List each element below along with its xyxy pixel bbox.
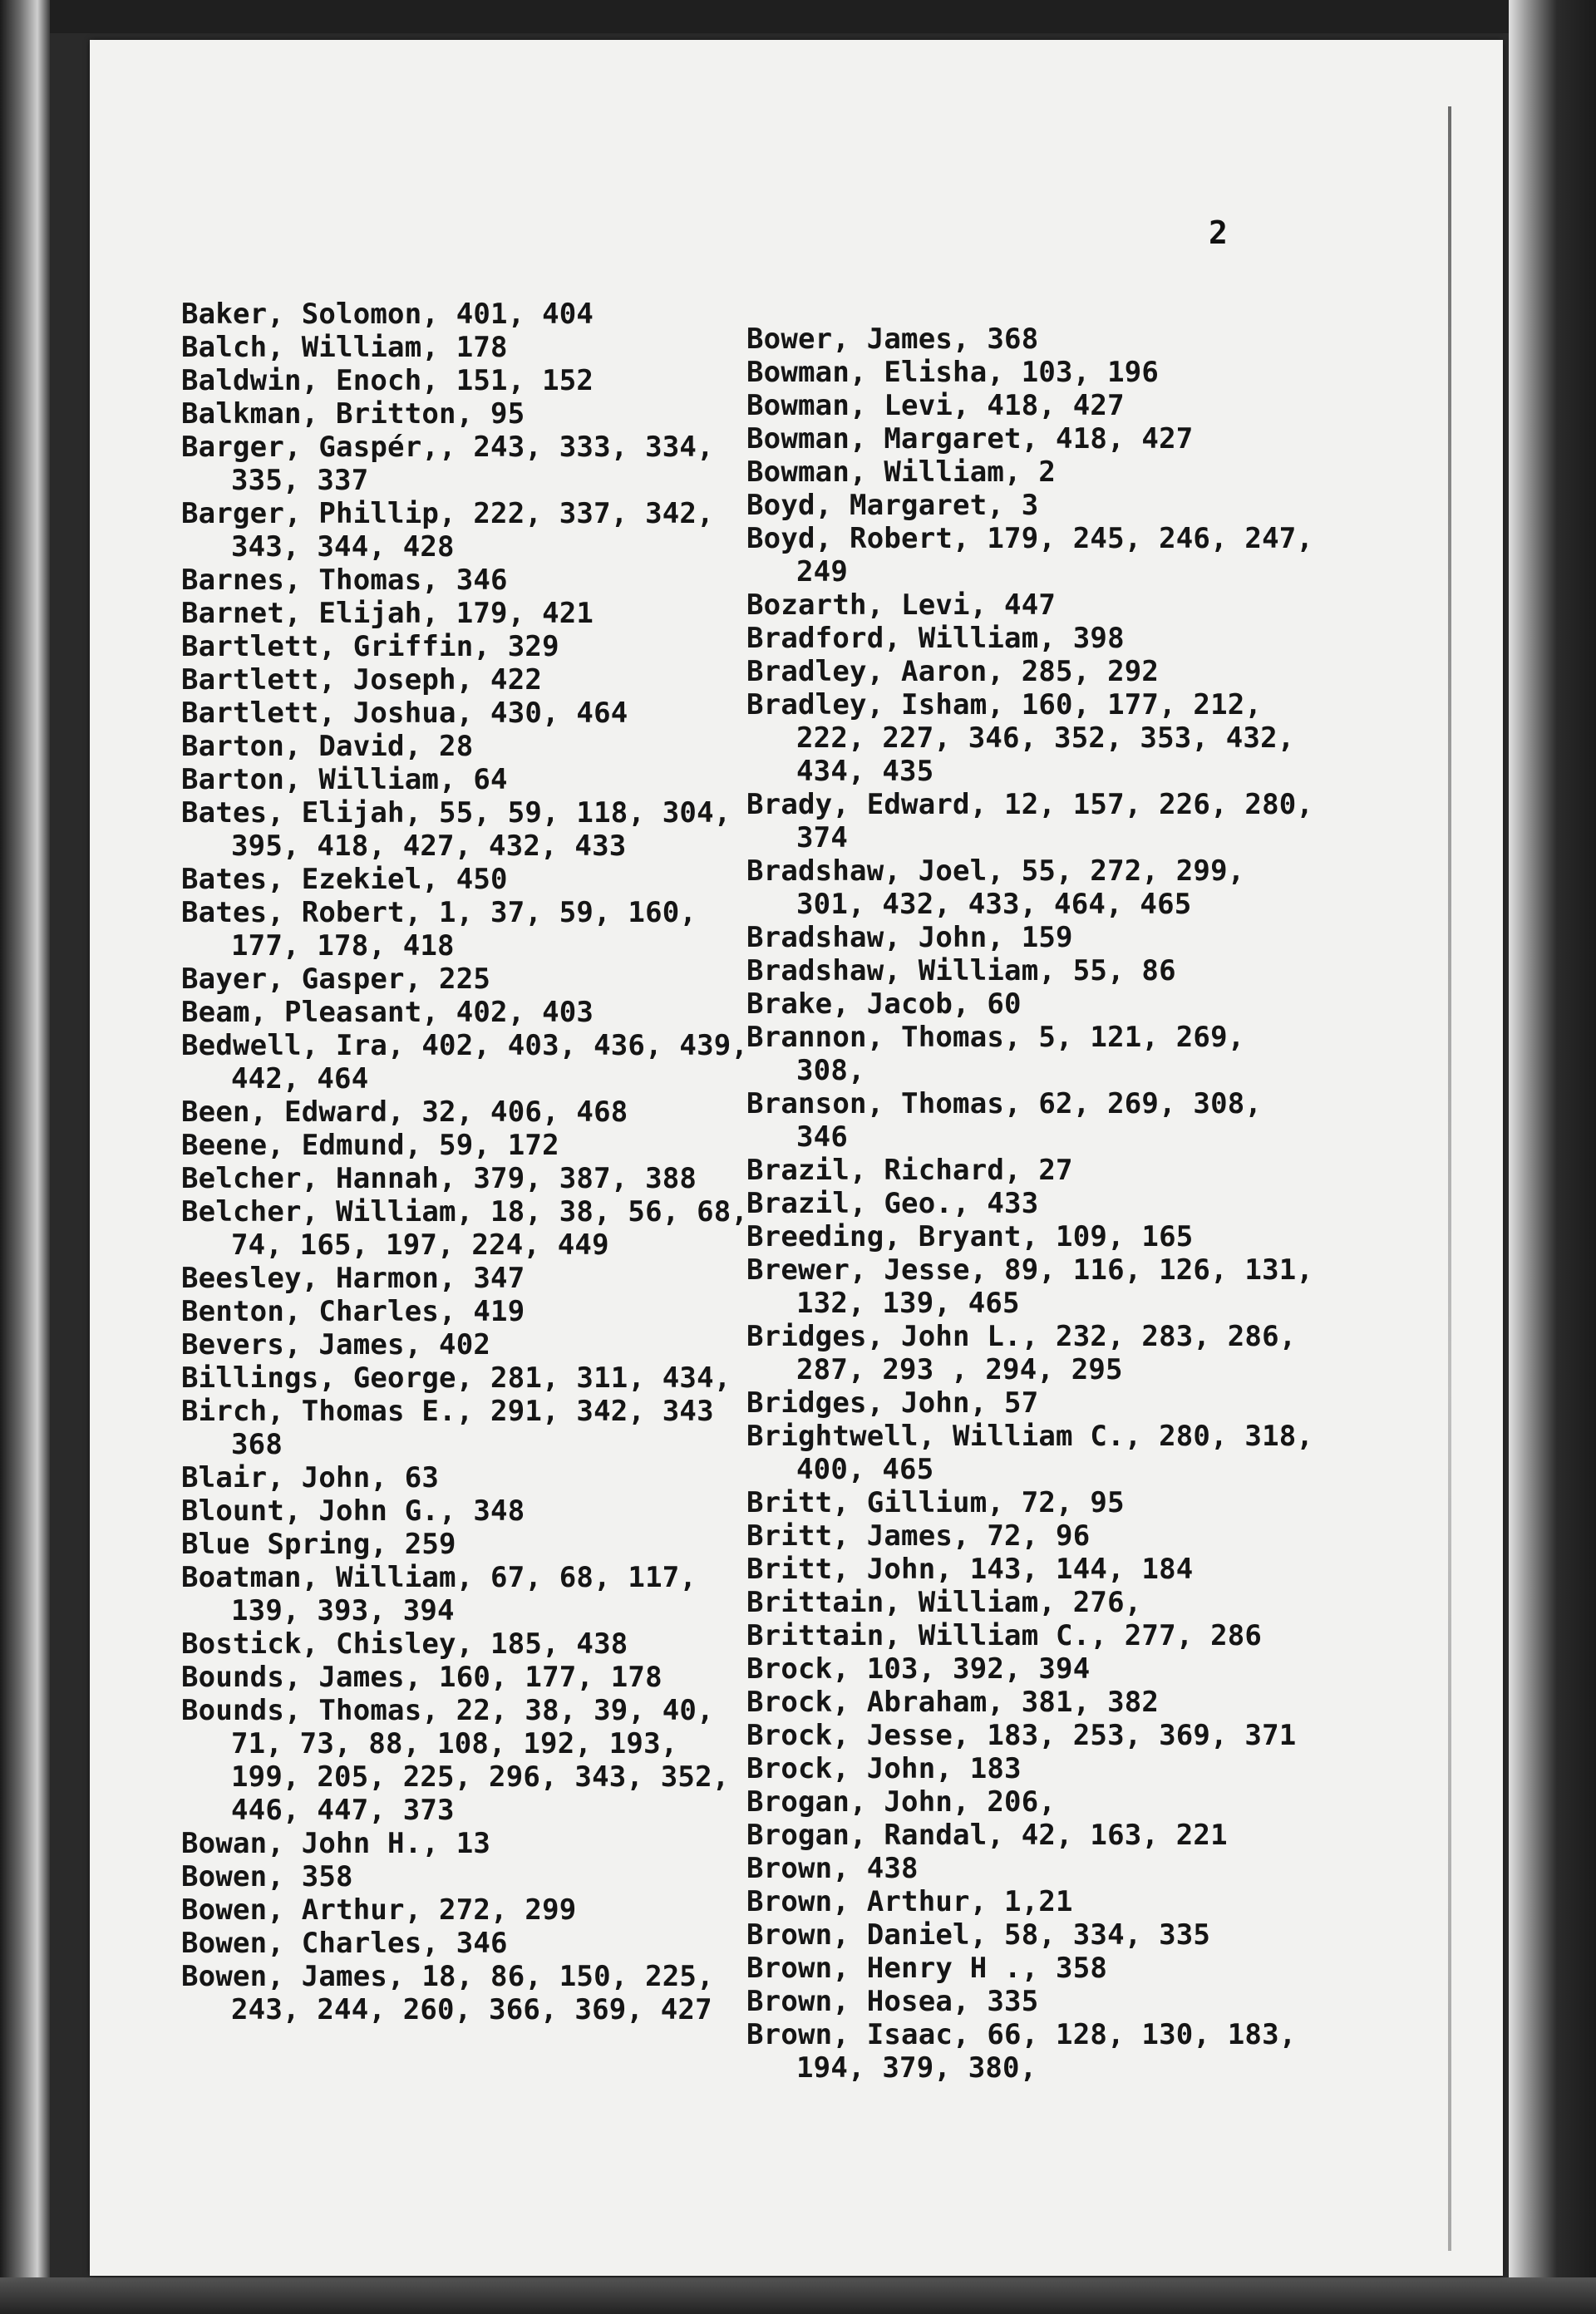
index-entry: Bates, Ezekiel, 450 (181, 863, 508, 896)
index-entry: Brown, Daniel, 58, 334, 335 (746, 1918, 1211, 1952)
index-entry: Bradford, William, 398 (746, 622, 1125, 655)
index-entry: Baldwin, Enoch, 151, 152 (181, 364, 594, 397)
index-entry: Bowen, Charles, 346 (181, 1927, 508, 1960)
index-entry: Brogan, Randal, 42, 163, 221 (746, 1819, 1228, 1852)
index-entry: Brightwell, William C., 280, 318, 400, 465 (746, 1420, 1314, 1486)
index-entry: Birch, Thomas E., 291, 342, 343 368 (181, 1395, 714, 1461)
index-entry: Bradshaw, John, 159 (746, 921, 1073, 954)
index-entry: Beene, Edmund, 59, 172 (181, 1129, 559, 1162)
index-entry: Bowen, Arthur, 272, 299 (181, 1893, 577, 1927)
index-entry: Brewer, Jesse, 89, 116, 126, 131, 132, 139, 465 (746, 1253, 1314, 1320)
index-entry: Brogan, John, 206, (746, 1785, 1057, 1819)
index-entry: Barnet, Elijah, 179, 421 (181, 597, 594, 630)
index-entry: Bradley, Isham, 160, 177, 212, 222, 227, 346, 352, 353, 432, 434, 435 (746, 688, 1295, 788)
index-entry: Brock, John, 183 (746, 1752, 1022, 1785)
index-entry: Brock, Abraham, 381, 382 (746, 1686, 1160, 1719)
page-number: 2 (1209, 214, 1228, 251)
index-entry: Been, Edward, 32, 406, 468 (181, 1095, 628, 1129)
index-entry: Britt, John, 143, 144, 184 (746, 1553, 1194, 1586)
index-entry: Bridges, John L., 232, 283, 286, 287, 293 , 294, 295 (746, 1320, 1297, 1386)
index-entry: Blount, John G., 348 (181, 1494, 525, 1528)
index-entry: Billings, George, 281, 311, 434, (181, 1361, 732, 1395)
index-entry: Bartlett, Joshua, 430, 464 (181, 697, 628, 730)
scan-border-top (0, 0, 1596, 33)
index-entry: Bevers, James, 402 (181, 1328, 491, 1361)
index-entry: Balkman, Britton, 95 (181, 397, 525, 431)
index-entry: Beesley, Harmon, 347 (181, 1262, 525, 1295)
index-entry: Barton, William, 64 (181, 763, 508, 796)
index-column-right (746, 322, 1328, 2085)
index-entry: Barger, Phillip, 222, 337, 342, 343, 344, 428 (181, 497, 714, 564)
index-entry: Blair, John, 63 (181, 1461, 440, 1494)
index-entry: Bower, James, 368 (746, 322, 1039, 356)
index-entry: Bowman, Levi, 418, 427 (746, 389, 1125, 422)
scan-border-left (0, 0, 50, 2314)
index-entry: Bedwell, Ira, 402, 403, 436, 439, 442, 464 (181, 1029, 749, 1095)
index-page (90, 40, 1503, 2276)
index-entry: Bozarth, Levi, 447 (746, 588, 1057, 622)
index-entry: Bowman, Elisha, 103, 196 (746, 356, 1160, 389)
index-entry: Beam, Pleasant, 402, 403 (181, 996, 594, 1029)
index-entry: Barnes, Thomas, 346 (181, 564, 508, 597)
index-entry: Belcher, William, 18, 38, 56, 68, 74, 165, 197, 224, 449 (181, 1195, 749, 1262)
index-entry: Bowen, James, 18, 86, 150, 225, 243, 244, 260, 366, 369, 427 (181, 1960, 714, 2026)
index-entry: Bates, Elijah, 55, 59, 118, 304, 395, 418, 427, 432, 433 (181, 796, 732, 863)
index-entry: Balch, William, 178 (181, 331, 508, 364)
index-entry: Branson, Thomas, 62, 269, 308, 346 (746, 1087, 1263, 1154)
index-entry: Bowen, 358 (181, 1860, 353, 1893)
index-entry: Breeding, Bryant, 109, 165 (746, 1220, 1194, 1253)
index-entry: Bartlett, Griffin, 329 (181, 630, 559, 663)
index-entry: Bostick, Chisley, 185, 438 (181, 1627, 628, 1661)
index-entry: Brazil, Richard, 27 (746, 1154, 1073, 1187)
scan-border-bottom (0, 2277, 1596, 2314)
index-entry: Bowman, William, 2 (746, 455, 1057, 489)
index-entry: Bowan, John H., 13 (181, 1827, 491, 1860)
index-entry: Brazil, Geo., 433 (746, 1187, 1039, 1220)
index-entry: Brown, Hosea, 335 (746, 1985, 1039, 2018)
index-entry: Baker, Solomon, 401, 404 (181, 298, 594, 331)
index-entry: Brittain, William, 276, (746, 1586, 1142, 1619)
index-entry: Brock, Jesse, 183, 253, 369, 371 (746, 1719, 1297, 1752)
index-entry: Brock, 103, 392, 394 (746, 1652, 1091, 1686)
index-column-left (181, 298, 763, 2026)
index-entry: Bridges, John, 57 (746, 1386, 1039, 1420)
index-entry: Bradshaw, William, 55, 86 (746, 954, 1176, 987)
index-entry: Brannon, Thomas, 5, 121, 269, 308, (746, 1021, 1245, 1087)
index-entry: Brown, Henry H ., 358 (746, 1952, 1108, 1985)
index-entry: Bowman, Margaret, 418, 427 (746, 422, 1194, 455)
index-entry: Brown, 438 (746, 1852, 919, 1885)
index-entry: Britt, James, 72, 96 (746, 1519, 1091, 1553)
index-entry: Bayer, Gasper, 225 (181, 963, 491, 996)
index-entry: Bartlett, Joseph, 422 (181, 663, 543, 697)
index-entry: Bounds, James, 160, 177, 178 (181, 1661, 663, 1694)
index-entry: Barger, Gaspér,, 243, 333, 334, 335, 337 (181, 431, 714, 497)
scan-border-right (1509, 0, 1596, 2314)
index-entry: Brittain, William C., 277, 286 (746, 1619, 1263, 1652)
index-entry: Benton, Charles, 419 (181, 1295, 525, 1328)
index-entry: Boyd, Margaret, 3 (746, 489, 1039, 522)
page-fold-shadow (1448, 106, 1451, 2251)
index-entry: Bates, Robert, 1, 37, 59, 160, 177, 178, 418 (181, 896, 697, 963)
index-entry: Belcher, Hannah, 379, 387, 388 (181, 1162, 697, 1195)
index-entry: Brake, Jacob, 60 (746, 987, 1022, 1021)
index-entry: Boatman, William, 67, 68, 117, 139, 393, 394 (181, 1561, 697, 1627)
index-entry: Bradshaw, Joel, 55, 272, 299, 301, 432, 433, 464, 465 (746, 854, 1245, 921)
index-entry: Barton, David, 28 (181, 730, 474, 763)
index-entry: Britt, Gillium, 72, 95 (746, 1486, 1125, 1519)
index-entry: Bradley, Aaron, 285, 292 (746, 655, 1160, 688)
index-entry: Brown, Isaac, 66, 128, 130, 183, 194, 379, 380, (746, 2018, 1297, 2085)
index-entry: Brown, Arthur, 1,21 (746, 1885, 1073, 1918)
index-entry: Boyd, Robert, 179, 245, 246, 247, 249 (746, 522, 1314, 588)
index-entry: Bounds, Thomas, 22, 38, 39, 40, 71, 73, 88, 108, 192, 193, 199, 205, 225, 296, 343, 352, 446, 447, 373 (181, 1694, 730, 1827)
index-entry: Brady, Edward, 12, 157, 226, 280, 374 (746, 788, 1314, 854)
index-entry: Blue Spring, 259 (181, 1528, 456, 1561)
